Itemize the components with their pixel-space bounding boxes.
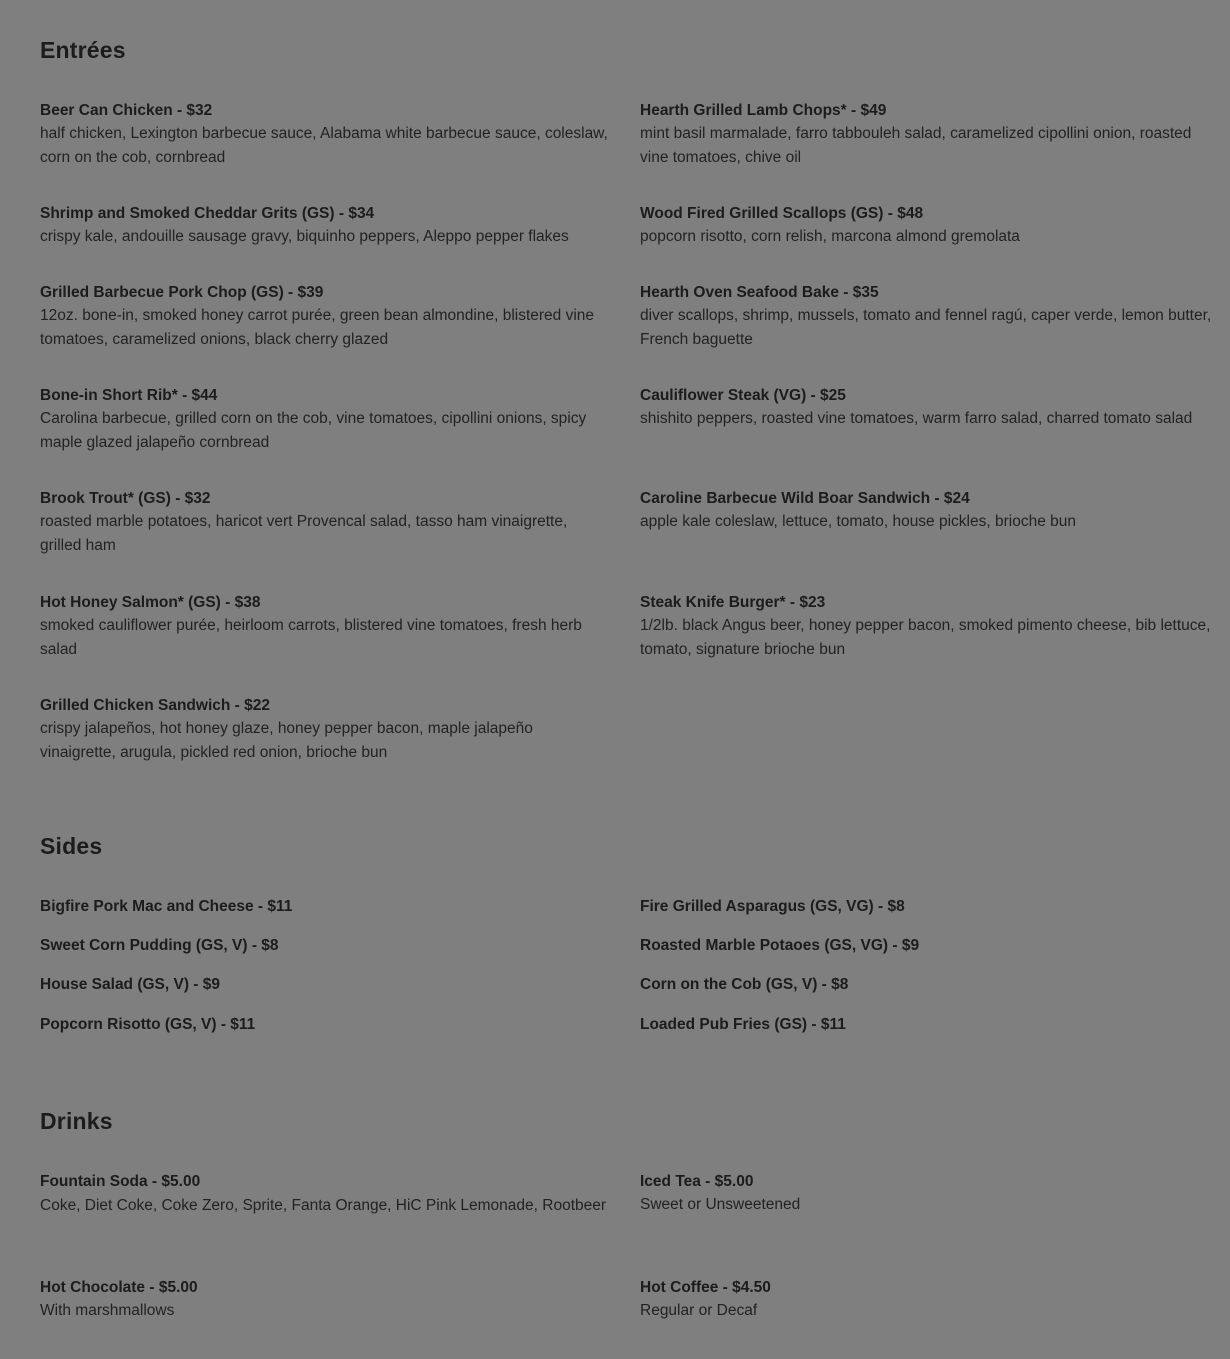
entrees-title: Entrées: [40, 37, 126, 63]
item-description: roasted marble potatoes, haricot vert Provencal salad, tasso ham vinaigrette, grilled ham: [40, 513, 568, 554]
item-name: Brook Trout* (GS) - $32: [40, 490, 211, 507]
menu-item: [40, 385, 612, 455]
side-item: Fire Grilled Asparagus (GS, VG) - $8: [640, 898, 905, 915]
item-description: With marshmallows: [40, 1302, 175, 1319]
item-description: smoked cauliflower purée, heirloom carrots, blistered vine tomatoes, fresh herb salad: [40, 617, 582, 658]
menu-item: [640, 488, 1212, 534]
drink-item: [640, 1277, 1212, 1323]
item-description: crispy kale, andouille sausage gravy, biquinho peppers, Aleppo pepper flakes: [40, 228, 569, 245]
item-name: Wood Fired Grilled Scallops (GS) - $48: [640, 205, 924, 222]
item-name: Hot Honey Salmon* (GS) - $38: [40, 594, 261, 611]
item-description: Sweet or Unsweetened: [640, 1196, 801, 1213]
menu-item: [40, 488, 612, 558]
item-name: Hot Coffee - $4.50: [640, 1279, 771, 1296]
item-name: Grilled Chicken Sandwich - $22: [40, 697, 270, 714]
item-description: Regular or Decaf: [640, 1302, 758, 1319]
item-name: Bone-in Short Rib* - $44: [40, 387, 218, 404]
menu-item: [640, 592, 1212, 662]
item-description: shishito peppers, roasted vine tomatoes, warm farro salad, charred tomato salad: [640, 410, 1193, 427]
menu-item: [40, 100, 612, 170]
item-description: 12oz. bone-in, smoked honey carrot purée, green bean almondine, blistered vine tomatoes, caramelized onions, black cherry glazed: [40, 307, 595, 348]
side-item: Corn on the Cob (GS, V) - $8: [640, 976, 849, 993]
item-name: Shrimp and Smoked Cheddar Grits (GS) - $34: [40, 205, 375, 222]
menu-item: [40, 203, 612, 249]
item-description: diver scallops, shrimp, mussels, tomato and fennel ragú, caper verde, lemon butter, French baguette: [640, 307, 1212, 348]
menu-item: [640, 203, 1212, 249]
menu-item: [640, 282, 1212, 352]
item-description: apple kale coleslaw, lettuce, tomato, house pickles, brioche bun: [640, 513, 1076, 530]
menu-item: [40, 592, 612, 662]
drink-item: [40, 1277, 612, 1323]
side-item: Roasted Marble Potaoes (GS, VG) - $9: [640, 937, 920, 954]
item-name: Hot Chocolate - $5.00: [40, 1279, 198, 1296]
side-item: Bigfire Pork Mac and Cheese - $11: [40, 898, 293, 915]
item-name: Hearth Oven Seafood Bake - $35: [640, 284, 879, 301]
item-description: half chicken, Lexington barbecue sauce, Alabama white barbecue sauce, coleslaw, corn on the cob, cornbread: [40, 125, 608, 166]
item-description: 1/2lb. black Angus beer, honey pepper bacon, smoked pimento cheese, bib lettuce, tomato, signature brioche bun: [640, 617, 1211, 658]
item-description: mint basil marmalade, farro tabbouleh salad, caramelized cipollini onion, roasted vine tomatoes, chive oil: [640, 125, 1192, 166]
item-name: Fountain Soda - $5.00: [40, 1173, 201, 1190]
menu-item: [640, 100, 1212, 170]
item-name: Hearth Grilled Lamb Chops* - $49: [640, 102, 887, 119]
sides-title: Sides: [40, 833, 103, 859]
drink-item: [640, 1171, 1212, 1217]
item-name: Iced Tea - $5.00: [640, 1173, 754, 1190]
item-name: Beer Can Chicken - $32: [40, 102, 213, 119]
menu-item: [40, 282, 612, 352]
side-item: Loaded Pub Fries (GS) - $11: [640, 1016, 846, 1033]
item-description: popcorn risotto, corn relish, marcona almond gremolata: [640, 228, 1020, 245]
item-description: Carolina barbecue, grilled corn on the cob, vine tomatoes, cipollini onions, spicy maple glazed jalapeño cornbread: [40, 410, 587, 451]
menu-item: [40, 695, 612, 765]
drinks-title: Drinks: [40, 1108, 113, 1134]
item-name: Caroline Barbecue Wild Boar Sandwich - $24: [640, 490, 970, 507]
side-item: House Salad (GS, V) - $9: [40, 976, 221, 993]
item-name: Grilled Barbecue Pork Chop (GS) - $39: [40, 284, 324, 301]
item-description: Coke, Diet Coke, Coke Zero, Sprite, Fanta Orange, HiC Pink Lemonade, Rootbeer: [40, 1197, 607, 1214]
drink-item: [40, 1171, 612, 1219]
side-item: Sweet Corn Pudding (GS, V) - $8: [40, 937, 279, 954]
item-description: crispy jalapeños, hot honey glaze, honey pepper bacon, maple jalapeño vinaigrette, arugula, pickled red onion, brioche bun: [40, 720, 533, 761]
menu-item: [640, 385, 1212, 431]
item-name: Cauliflower Steak (VG) - $25: [640, 387, 846, 404]
side-item: Popcorn Risotto (GS, V) - $11: [40, 1016, 256, 1033]
item-name: Steak Knife Burger* - $23: [640, 594, 826, 611]
